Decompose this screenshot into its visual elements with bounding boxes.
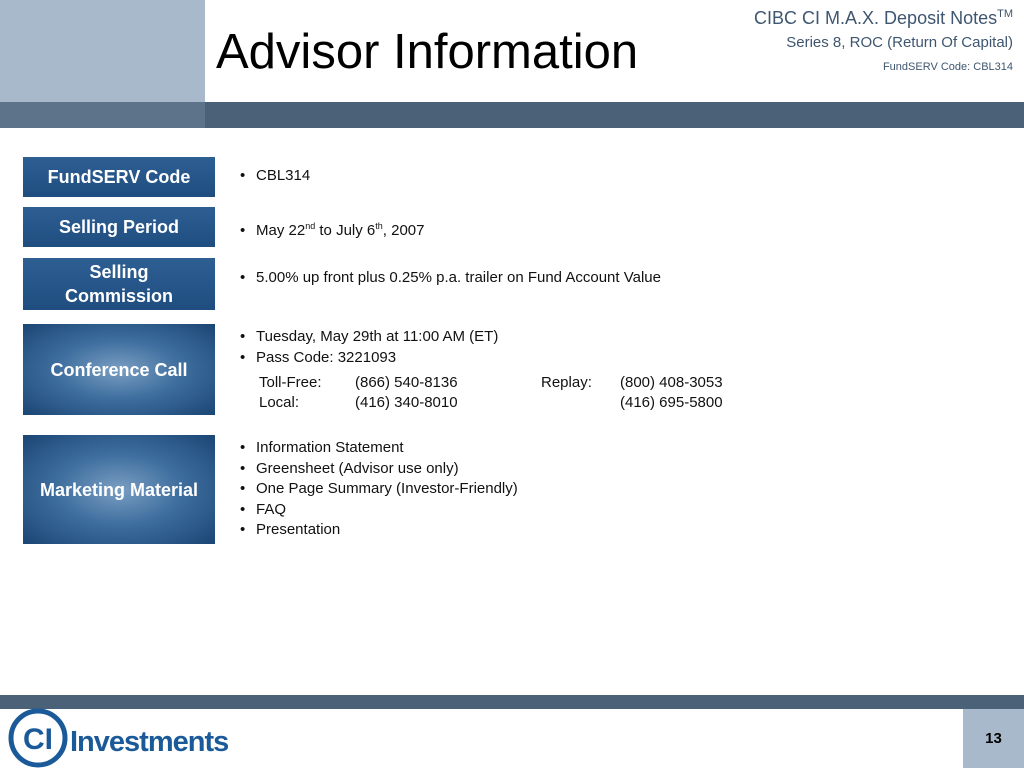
bullet-icon: •	[240, 500, 246, 518]
conference-call-label	[23, 324, 215, 415]
bullet-icon: •	[240, 222, 246, 239]
selling-period-label-text: Selling Period	[58, 217, 180, 237]
phone-row	[259, 373, 750, 393]
selling-commission-label	[23, 258, 215, 310]
document-title	[754, 8, 1013, 29]
bullet-icon: •	[240, 439, 246, 456]
replay-label: Replay:	[541, 374, 592, 391]
phone-label: Toll-Free:	[259, 374, 322, 391]
list-item	[240, 348, 498, 369]
conference-call-date: Tuesday, May 29th at 11:00 AM (ET)	[256, 328, 499, 345]
selling-period-start: May 22	[256, 222, 306, 239]
page-title: Advisor Information	[216, 25, 639, 79]
list-item	[240, 166, 310, 187]
bullet-icon: •	[240, 480, 246, 497]
list-item	[240, 268, 661, 289]
selling-commission-label-line1: Selling	[89, 262, 149, 282]
bullet-icon: •	[240, 167, 246, 184]
replay-number: (416) 695-5800	[620, 394, 723, 411]
phone-row	[259, 393, 750, 413]
list-item	[240, 500, 518, 521]
logo-wordmark: Investments	[70, 726, 229, 758]
marketing-item: Greensheet (Advisor use only)	[256, 459, 459, 477]
list-item	[240, 327, 498, 348]
fundserv-code-label	[23, 157, 215, 197]
selling-period-label	[23, 207, 215, 247]
fundserv-code-content	[240, 166, 310, 187]
marketing-material-list	[240, 438, 518, 541]
conference-call-content	[240, 327, 498, 368]
bullet-icon: •	[240, 328, 246, 345]
marketing-material-label	[23, 435, 215, 544]
list-item	[240, 479, 518, 500]
page-number: 13	[985, 730, 1002, 747]
list-item	[240, 216, 424, 237]
selling-period-start-suffix: nd	[305, 221, 316, 231]
selling-commission-content	[240, 268, 661, 289]
list-item	[240, 520, 518, 541]
header-corner-strip	[0, 102, 205, 128]
phone-label: Local:	[259, 394, 300, 411]
selling-period-content	[240, 216, 424, 237]
conference-call-label-text: Conference Call	[50, 359, 188, 380]
conference-call-passcode: Pass Code: 3221093	[256, 348, 397, 366]
selling-period-year: , 2007	[382, 222, 425, 239]
ci-investments-logo	[8, 707, 248, 768]
selling-commission-value: 5.00% up front plus 0.25% p.a. trailer on Fund Account Value	[256, 269, 661, 286]
phone-number: (866) 540-8136	[355, 374, 458, 391]
phone-number: (416) 340-8010	[355, 394, 458, 411]
marketing-item: FAQ	[256, 500, 287, 518]
fundserv-code-value: CBL314	[256, 167, 311, 184]
marketing-item: Information Statement	[256, 439, 404, 456]
phone-number-table	[259, 373, 750, 413]
marketing-item: One Page Summary (Investor-Friendly)	[256, 480, 518, 497]
selling-commission-label-line2: Commission	[64, 286, 174, 306]
fundserv-code-label-text: FundSERV Code	[47, 167, 191, 187]
trademark-mark: TM	[997, 8, 1013, 20]
logo-mark: CI	[23, 723, 53, 756]
fundserv-code-header: FundSERV Code: CBL314	[882, 61, 1013, 73]
list-item	[240, 438, 518, 459]
list-item	[240, 459, 518, 480]
replay-label	[541, 393, 620, 413]
header-corner-block	[0, 0, 205, 102]
bullet-icon: •	[240, 521, 246, 538]
document-subtitle: Series 8, ROC (Return Of Capital)	[786, 34, 1013, 51]
selling-period-end: to July 6	[315, 222, 376, 239]
marketing-item: Presentation	[256, 521, 341, 538]
marketing-material-label-text: Marketing Material	[39, 479, 199, 500]
document-title-text: CIBC CI M.A.X. Deposit Notes	[754, 8, 998, 28]
bullet-icon: •	[240, 269, 246, 286]
bullet-icon: •	[240, 348, 246, 366]
replay-number: (800) 408-3053	[620, 374, 723, 391]
selling-period-end-suffix: th	[375, 221, 383, 231]
bullet-icon: •	[240, 459, 246, 477]
